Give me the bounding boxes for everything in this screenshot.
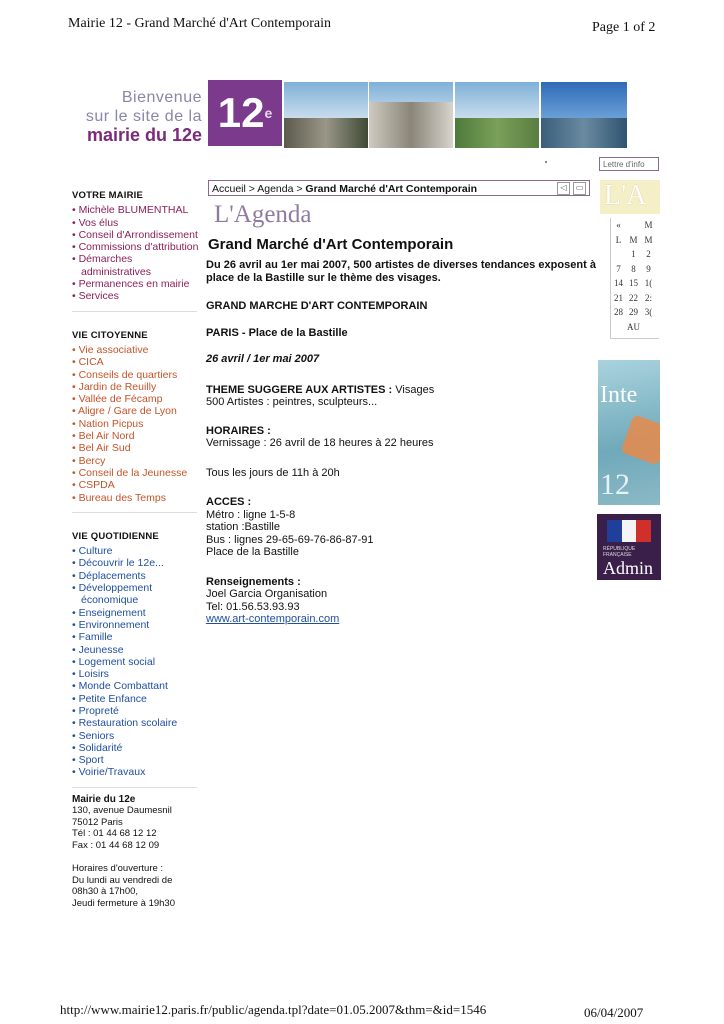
- contact-tel: Tél : 01 44 68 12 12: [72, 828, 157, 840]
- metro-line: Métro : ligne 1-5-8: [206, 508, 296, 521]
- contact-name: Mairie du 12e: [72, 793, 136, 805]
- sidebar: [72, 190, 202, 909]
- banner-photo-building: [369, 82, 453, 148]
- sidebar-item[interactable]: • Développement économique: [72, 582, 202, 607]
- hours-title: Horaires d'ouverture :: [72, 863, 164, 875]
- sidebar-item[interactable]: • CSPDA: [72, 479, 202, 491]
- organizer-line: Joel Garcia Organisation: [206, 588, 328, 600]
- cal-cell[interactable]: 21: [614, 292, 623, 303]
- sidebar-item[interactable]: • Vie associative: [72, 344, 202, 356]
- promo-banner[interactable]: [598, 360, 660, 505]
- theme-value: Visages: [392, 383, 435, 396]
- sidebar-section-title: VIE CITOYENNE: [72, 329, 148, 341]
- event-title: Grand Marché d'Art Contemporain: [208, 236, 454, 253]
- cal-cell[interactable]: 1: [631, 249, 636, 260]
- cal-cell[interactable]: 7: [616, 263, 621, 274]
- banner-photo-park: [455, 82, 539, 148]
- page-title: L'Agenda: [214, 201, 312, 228]
- cal-cell[interactable]: 29: [629, 307, 638, 318]
- mini-calendar[interactable]: [610, 218, 659, 339]
- sidebar-item[interactable]: • Environnement: [72, 619, 202, 631]
- cal-prev-icon[interactable]: «: [616, 220, 621, 231]
- print-footer-date: 06/04/2007: [584, 1005, 644, 1020]
- sidebar-divider: [72, 512, 197, 513]
- tel-line: Tel: 01.56.53.93.93: [206, 600, 300, 613]
- cal-cell[interactable]: 28: [614, 307, 623, 318]
- sidebar-item[interactable]: • Loisirs: [72, 668, 202, 680]
- sidebar-item[interactable]: • Bel Air Nord: [72, 430, 202, 442]
- cal-month: M: [644, 220, 653, 231]
- cal-cell[interactable]: 2:: [644, 292, 652, 303]
- place-line: Place de la Bastille: [206, 546, 299, 558]
- bus-line: Bus : lignes 29-65-69-76-86-87-91: [206, 533, 374, 546]
- sidebar-item[interactable]: • Logement social: [72, 656, 202, 668]
- contact-fax: Fax : 01 44 68 12 09: [72, 839, 160, 851]
- sidebar-item[interactable]: • Solidarité: [72, 742, 202, 754]
- sidebar-item[interactable]: • Seniors: [72, 730, 202, 742]
- sidebar-section-votre-mairie: [72, 190, 202, 303]
- breadcrumb-links[interactable]: Accueil > Agenda >: [212, 183, 306, 195]
- hours-line: Du lundi au vendredi de: [72, 874, 173, 886]
- sidebar-section-title: VOTRE MAIRIE: [72, 190, 144, 201]
- banner-photo-river: [541, 82, 627, 148]
- cal-cell: M: [644, 234, 653, 245]
- sidebar-item[interactable]: • Famille: [72, 631, 202, 643]
- sidebar-divider: [72, 311, 197, 312]
- vernissage-line: Vernissage : 26 avril de 18 heures à 22 heures: [206, 437, 434, 449]
- sidebar-item[interactable]: • Voirie/Travaux: [72, 766, 202, 778]
- cal-cell: M: [629, 234, 638, 245]
- sidebar-item[interactable]: • Petite Enfance: [72, 693, 202, 705]
- cal-cell[interactable]: 14: [614, 278, 623, 289]
- welcome-line: Bienvenue: [121, 89, 202, 106]
- sidebar-item[interactable]: • Enseignement: [72, 607, 202, 619]
- sidebar-item[interactable]: • Déplacements: [72, 570, 202, 582]
- event-place: PARIS - Place de la Bastille: [206, 326, 348, 339]
- sidebar-item[interactable]: • Permanences en mairie: [72, 278, 202, 290]
- admin-text: Admin: [603, 558, 654, 578]
- promo-text: Inte: [600, 382, 638, 408]
- contact-street: 130, avenue Daumesnil: [72, 805, 172, 817]
- sidebar-item[interactable]: • Culture: [72, 545, 202, 557]
- welcome-line: sur le site de la: [85, 108, 202, 125]
- mairie-12-logo[interactable]: [208, 80, 282, 146]
- cal-cell[interactable]: 2: [646, 249, 651, 260]
- sidebar-item[interactable]: • Michèle BLUMENTHAL: [72, 204, 202, 216]
- event-lead: Du 26 avril au 1er mai 2007, 500 artistes de diverses tendances exposent à place de la Bastille sur le thème des visages.: [206, 259, 596, 284]
- sidebar-item[interactable]: • Commissions d'attribution: [72, 241, 202, 253]
- sidebar-item[interactable]: • Bureau des Temps: [72, 492, 202, 504]
- cal-cell[interactable]: 9: [646, 263, 651, 274]
- breadcrumb: [208, 180, 590, 196]
- sidebar-item[interactable]: • Services: [72, 290, 202, 302]
- sidebar-item[interactable]: • Démarches administratives: [72, 253, 202, 278]
- sidebar-item[interactable]: • Bel Air Sud: [72, 442, 202, 454]
- logo-sup: e: [264, 105, 273, 121]
- sidebar-section-title: VIE QUOTIDIENNE: [72, 530, 159, 542]
- cal-cell[interactable]: 15: [629, 278, 638, 289]
- sidebar-item[interactable]: • Jardin de Reuilly: [72, 381, 202, 393]
- back-icon[interactable]: ◁: [557, 182, 570, 195]
- print-footer-url: http://www.mairie12.paris.fr/public/agenda.tpl?date=01.05.2007&thm=&id=1546: [60, 1002, 487, 1017]
- welcome-line: mairie du 12e: [86, 125, 202, 145]
- sidebar-divider: [72, 787, 197, 788]
- station-line: station :Bastille: [206, 521, 280, 533]
- sidebar-item[interactable]: • Restauration scolaire: [72, 717, 202, 729]
- dot: [545, 161, 547, 163]
- sidebar-item[interactable]: • Sport: [72, 754, 202, 766]
- website-link[interactable]: www.art-contemporain.com: [206, 613, 340, 625]
- sidebar-item[interactable]: • Monde Combattant: [72, 680, 202, 692]
- print-icon[interactable]: ▭: [573, 182, 586, 195]
- sidebar-section-vie-citoyenne: [72, 330, 202, 504]
- contact-city: 75012 Paris: [72, 816, 123, 828]
- banner-photo-arcades: [284, 82, 368, 148]
- sidebar-item[interactable]: • Vos élus: [72, 217, 202, 229]
- promo-graphic: [620, 414, 660, 465]
- sidebar-item[interactable]: • CICA: [72, 356, 202, 368]
- cal-cell: L: [615, 234, 622, 245]
- event-heading: GRAND MARCHE D'ART CONTEMPORAIN: [206, 300, 428, 312]
- admin-small-text: RÉPUBLIQUE FRANÇAISE: [603, 546, 636, 558]
- info-label: Renseignements :: [206, 575, 301, 588]
- hours-line: Jeudi fermeture à 19h30: [72, 897, 175, 909]
- sidebar-item[interactable]: • Nation Picpus: [72, 418, 202, 430]
- logo-number: 12: [217, 89, 265, 136]
- sidebar-item[interactable]: • Propreté: [72, 705, 202, 717]
- newsletter-field[interactable]: Lettre d'info: [599, 157, 659, 171]
- event-content: [206, 259, 596, 626]
- cal-cell[interactable]: 1(: [644, 278, 653, 289]
- everyday-line: Tous les jours de 11h à 20h: [206, 466, 340, 479]
- access-label: ACCES :: [206, 496, 252, 508]
- cal-cell[interactable]: 22: [629, 292, 638, 303]
- promo-number: 12: [600, 468, 630, 501]
- sidebar-item[interactable]: • Vallée de Fécamp: [72, 393, 202, 405]
- sidebar-item[interactable]: • Conseils de quartiers: [72, 369, 202, 381]
- contact-block: [72, 794, 202, 910]
- admin-banner[interactable]: [597, 514, 661, 580]
- print-header-page: Page 1 of 2: [592, 20, 656, 35]
- sidebar-item[interactable]: • Aligre / Gare de Lyon: [72, 405, 202, 417]
- print-header-title: Mairie 12 - Grand Marché d'Art Contemporain: [68, 16, 331, 31]
- theme-label: THEME SUGGERE AUX ARTISTES :: [206, 383, 393, 396]
- cal-cell[interactable]: 8: [631, 263, 636, 274]
- welcome-banner[interactable]: [72, 88, 202, 145]
- cal-cell[interactable]: 3(: [644, 307, 653, 318]
- sidebar-item[interactable]: • Conseil d'Arrondissement: [72, 229, 202, 241]
- cal-cell[interactable]: AU: [627, 321, 640, 332]
- sidebar-section-vie-quotidienne: [72, 531, 202, 779]
- artists-line: 500 Artistes : peintres, sculpteurs...: [206, 396, 378, 408]
- sidebar-item[interactable]: • Bercy: [72, 455, 202, 467]
- breadcrumb-current: Grand Marché d'Art Contemporain: [305, 183, 478, 195]
- sidebar-item[interactable]: • Découvrir le 12e...: [72, 557, 202, 569]
- sidebar-item[interactable]: • Conseil de la Jeunesse: [72, 467, 202, 479]
- hours-line: 08h30 à 17h00,: [72, 886, 139, 898]
- event-dates: 26 avril / 1er mai 2007: [206, 353, 320, 365]
- french-flag-icon: [607, 520, 651, 542]
- hours-label: HORAIRES :: [206, 424, 271, 437]
- agenda-header-graphic: L'A: [600, 180, 660, 214]
- sidebar-item[interactable]: • Jeunesse: [72, 644, 202, 656]
